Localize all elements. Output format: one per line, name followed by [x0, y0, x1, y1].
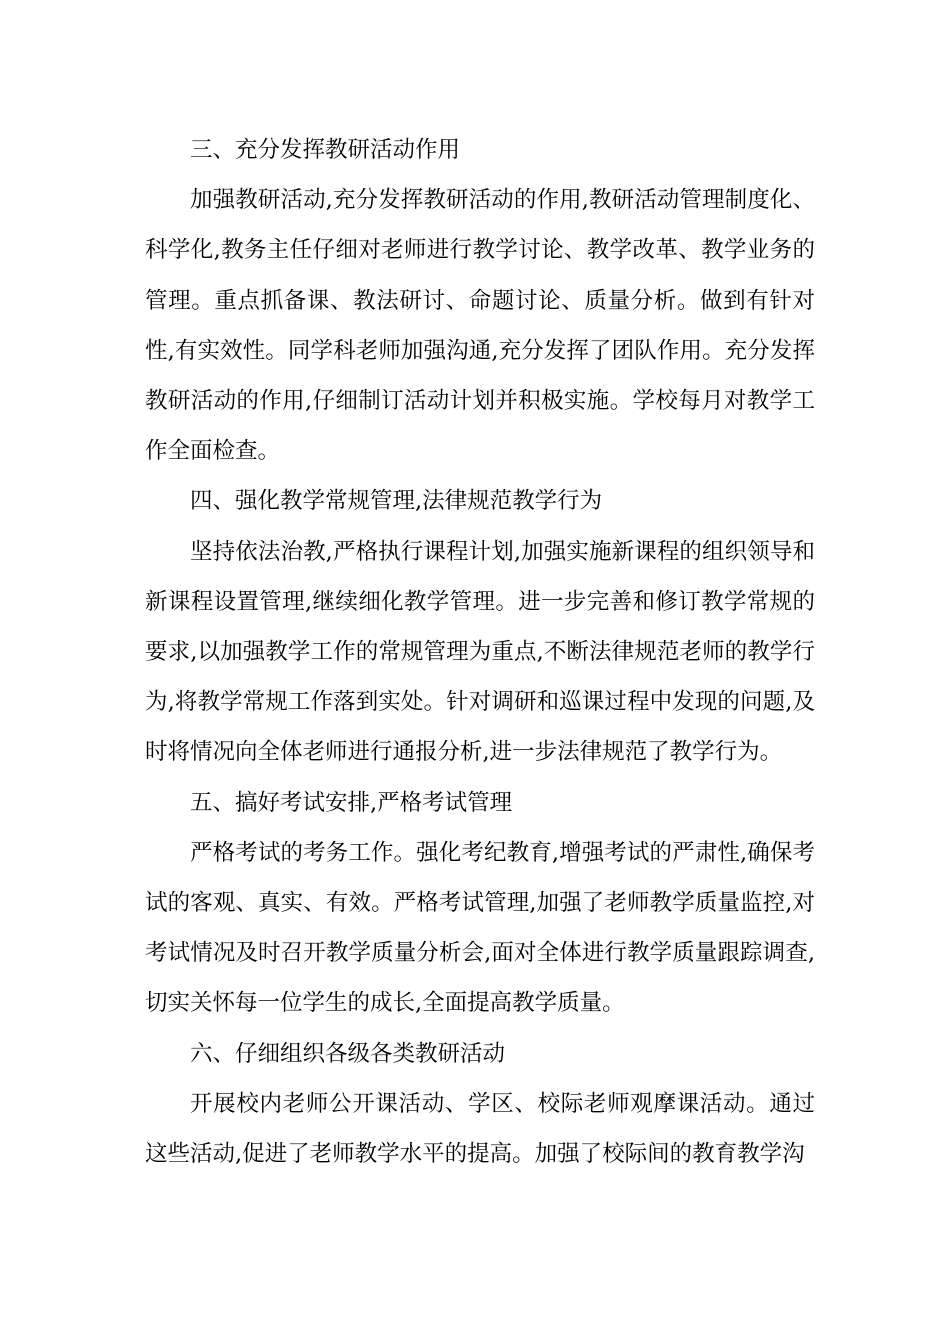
section-heading-3: 三、充分发挥教研活动作用: [190, 137, 461, 163]
section-heading-6: 六、仔细组织各级各类教研活动: [190, 1040, 506, 1067]
section-paragraph-5: 严格考试的考务工作。强化考纪教育,增强考试的严肃性,确保考试的客观、真实、有效。严格考试管理,加强了老师教学质量监控,对考试情况及时召开教学质量分析会,面对全体进行教学质量跟踪调查,切实关怀每一位学生的成长,全面提高教学质量。: [145, 839, 815, 1017]
section-heading-5: 五、搞好考试安排,严格考试管理: [190, 789, 513, 816]
section-paragraph-4: 坚持依法治教,严格执行课程计划,加强实施新课程的组织领导和新课程设置管理,继续细化教学管理。进一步完善和修订教学常规的要求,以加强教学工作的常规管理为重点,不断法律规范老师的教学行为,将教学常规工作落到实处。针对调研和巡课过程中发现的问题,及时将情况向全体老师进行通报分析,进一步法律规范了教学行为。: [145, 538, 815, 766]
section-paragraph-6: 开展校内老师公开课活动、学区、校际老师观摩课活动。通过这些活动,促进了老师教学水平的提高。加强了校际间的教育教学沟: [145, 1090, 815, 1168]
document-body: [145, 125, 815, 1179]
section-paragraph-3: 加强教研活动,充分发挥教研活动的作用,教研活动管理制度化、科学化,教务主任仔细对老师进行教学讨论、教学改革、教学业务的管理。重点抓备课、教法研讨、命题讨论、质量分析。做到有针对性,有实效性。同学科老师加强沟通,充分发挥了团队作用。充分发挥教研活动的作用,仔细制订活动计划并积极实施。学校每月对教学工作全面检查。: [145, 187, 815, 465]
section-heading-4: 四、强化教学常规管理,法律规范教学行为: [190, 488, 603, 515]
